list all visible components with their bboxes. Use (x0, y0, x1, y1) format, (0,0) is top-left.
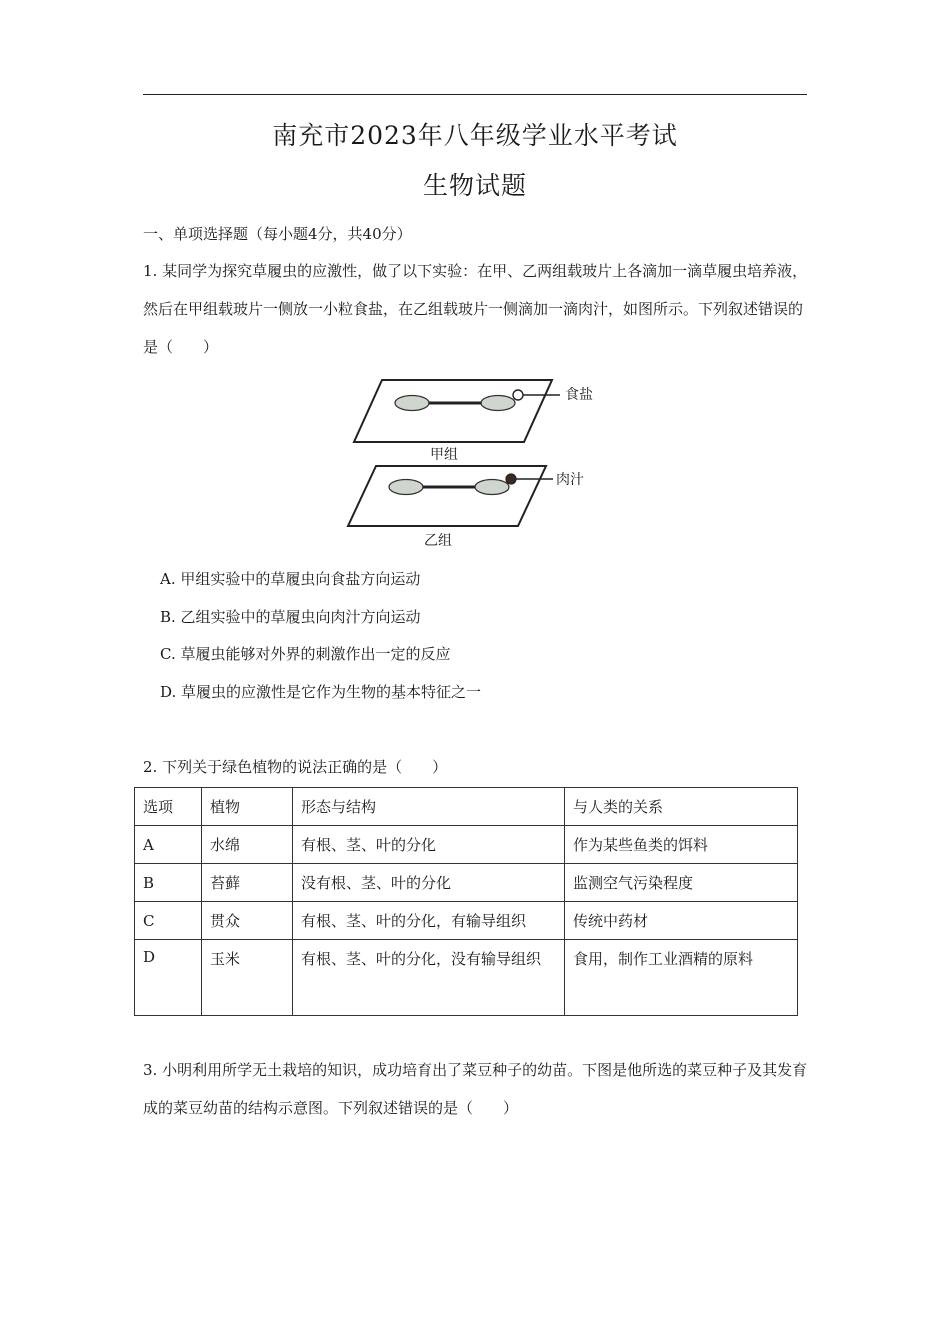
culture-drop-b-left (389, 480, 423, 495)
label-salt: 食盐 (565, 387, 593, 403)
meat-juice-drop (506, 474, 516, 484)
table-cell: A (135, 826, 202, 864)
header-rule (143, 94, 807, 95)
table-cell: 监测空气污染程度 (565, 864, 798, 902)
slide-group-b (348, 466, 546, 526)
paramecium-experiment-figure (340, 374, 620, 552)
question-2-stem: 2. 下列关于绿色植物的说法正确的是（ ） (143, 758, 448, 776)
table-cell: 有根、茎、叶的分化 (293, 826, 565, 864)
table-cell: 水绵 (202, 826, 293, 864)
exam-subtitle: 生物试题 (422, 171, 527, 200)
table-row (135, 940, 798, 1016)
culture-drop-a-right (481, 396, 515, 411)
exam-title: 南充市2023年八年级学业水平考试 (272, 121, 678, 150)
table-header: 与人类的关系 (565, 788, 798, 826)
table-cell: 苔藓 (202, 864, 293, 902)
table-cell: 食用，制作工业酒精的原料 (565, 940, 798, 1016)
table-header: 选项 (135, 788, 202, 826)
option-c[interactable]: C. 草履虫能够对外界的刺激作出一定的反应 (160, 645, 451, 663)
plants-table (134, 787, 798, 1016)
table-cell: 有根、茎、叶的分化，没有输导组织 (293, 940, 565, 1016)
table-cell: 没有根、茎、叶的分化 (293, 864, 565, 902)
table-cell: B (135, 864, 202, 902)
table-cell: D (135, 940, 202, 1016)
section-heading: 一、单项选择题（每小题4分，共40分） (143, 225, 412, 243)
salt-grain (513, 390, 523, 400)
label-group-a: 甲组 (430, 447, 458, 463)
table-cell: 有根、茎、叶的分化，有输导组织 (293, 902, 565, 940)
table-header-row (135, 788, 798, 826)
table-cell: 作为某些鱼类的饵料 (565, 826, 798, 864)
table-cell: 玉米 (202, 940, 293, 1016)
table-cell: 传统中药材 (565, 902, 798, 940)
table-header: 形态与结构 (293, 788, 565, 826)
table-row (135, 902, 798, 940)
label-group-b: 乙组 (424, 533, 452, 549)
culture-drop-b-right (475, 480, 509, 495)
table-row (135, 826, 798, 864)
question-1-options (160, 561, 481, 711)
table-cell: 贯众 (202, 902, 293, 940)
option-a[interactable]: A. 甲组实验中的草履虫向食盐方向运动 (160, 570, 421, 588)
table-header: 植物 (202, 788, 293, 826)
label-meat-juice: 肉汁 (556, 472, 584, 488)
table-row (135, 864, 798, 902)
question-1-stem: 1. 某同学为探究草履虫的应激性，做了以下实验：在甲、乙两组载玻片上各滴加一滴草履虫培养液，然后在甲组载玻片一侧放一小粒食盐，在乙组载玻片一侧滴加一滴肉汁，如图所示。下列叙述错误的是（ ） (143, 262, 808, 356)
option-d[interactable]: D. 草履虫的应激性是它作为生物的基本特征之一 (160, 682, 482, 701)
table-cell: C (135, 902, 202, 940)
question-3-stem: 3. 小明利用所学无土栽培的知识，成功培育出了菜豆种子的幼苗。下图是他所选的菜豆种子及其发育成的菜豆幼苗的结构示意图。下列叙述错误的是（ ） (143, 1061, 808, 1117)
culture-drop-a-left (395, 396, 429, 411)
option-b[interactable]: B. 乙组实验中的草履虫向肉汁方向运动 (160, 607, 421, 626)
slide-group-a (354, 380, 552, 442)
